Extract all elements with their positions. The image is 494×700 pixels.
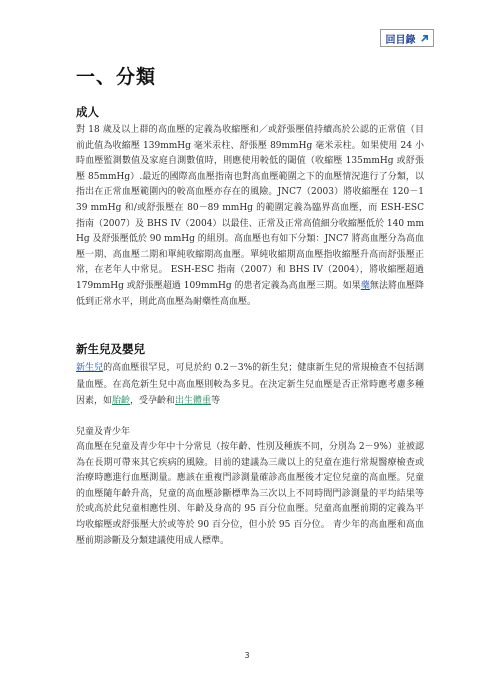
link-birth-weight[interactable]: 出生體重	[175, 396, 212, 406]
link-newborn[interactable]: 新生兒	[76, 363, 104, 373]
link-gestational-age[interactable]: 胎齡	[112, 396, 131, 406]
paragraph-adult-tail: 無法將血壓降低到正常水平，則此高血壓為耐藥性高血壓。	[76, 280, 424, 307]
paragraph-adult	[76, 123, 424, 310]
paragraph-infant-mid: ，受孕齡和	[130, 396, 176, 406]
arrow-up-right-icon	[420, 34, 429, 43]
paragraph-adult-text: 對 18 歲及以上群的高血壓的定義為收縮壓和／或舒張壓值持續高於公認的正常值（目前此值為收縮壓 139mmHg 毫米汞柱、舒張壓 89mmHg 毫米汞柱。如果使用 24 小時血壓監測數值及家庭自測數值時，則應使用較低的閾值（收縮壓 135mmHg 或舒張壓 85mmHg）.最近的國際高血壓指南也對高血壓範圍之下的血壓情況進行了分類，以指出在正常血壓範圍內的較高血壓亦存在的風險。JNC7（2003）將收縮壓在 120－139 mmHg 和/或舒張壓在 80－89 mmHg 的範圍定義為臨界高血壓，而 ESH-ESC 指南（2007）及 BHS IV（2004）以最佳、正常及正常高值細分收縮壓低於 140 mmHg 及舒張壓低於 90 mmHg 的組別。高血壓也有如下分類：JNC7 將高血壓分為高血壓一期、高血壓二期和單純收縮期高血壓。單純收縮期高血壓指收縮壓升高而舒張壓正常，在老年人中常見。 ESH-ESC 指南（2007）和 BHS IV（2004），將收縮壓超過 179mmHg 或舒張壓超過 109mmHg 的患者定義為高血壓三期。如果	[76, 125, 424, 291]
paragraph-infant-end: 等	[211, 396, 221, 406]
section-heading-child: 兒童及青少年	[76, 427, 131, 437]
paragraph-infant-text: 的高血壓很罕見，可見於約 0.2－3%的新生兒；健康新生兒的常規檢查不包括測量血壓。在高危新生兒中高血壓則較為多見。在決定新生兒血壓是否正常時應考慮多種因素，如	[76, 363, 424, 406]
paragraph-infant	[76, 360, 424, 410]
back-to-toc-label: 回目錄	[385, 34, 416, 46]
link-drug[interactable]: 藥	[360, 280, 370, 291]
paragraph-child: 高血壓在兒童及青少年中十分常見（按年齡、性別及種族不同，分別為 2－9%）並被認為在長期可帶來其它疾病的風險。目前的建議為三歲以上的兒童在進行常規醫療檢查或治療時應進行血壓測量。應該在重複門診測量確診高血壓後才定位兒童的高血壓。兒童的血壓隨年齡升高，兒童的高血壓診斷標準為三次以上不同時間門診測量的平均結果等於或高於此兒童相應性別、年齡及身高的 95 百分位血壓。兒童高血壓前期的定義為平均收縮壓或舒張壓大於或等於 90 百分位，但小於 95 百分位。 青少年的高血壓和高血壓前期診斷及分類建議使用成人標準。	[76, 442, 424, 546]
page-number: 3	[244, 651, 250, 660]
back-to-toc-button[interactable]	[380, 29, 434, 47]
section-heading-infant: 新生兒及嬰兒	[76, 342, 145, 356]
section-heading-adult: 成人	[76, 105, 99, 119]
chapter-title: 一、分類	[76, 66, 157, 88]
